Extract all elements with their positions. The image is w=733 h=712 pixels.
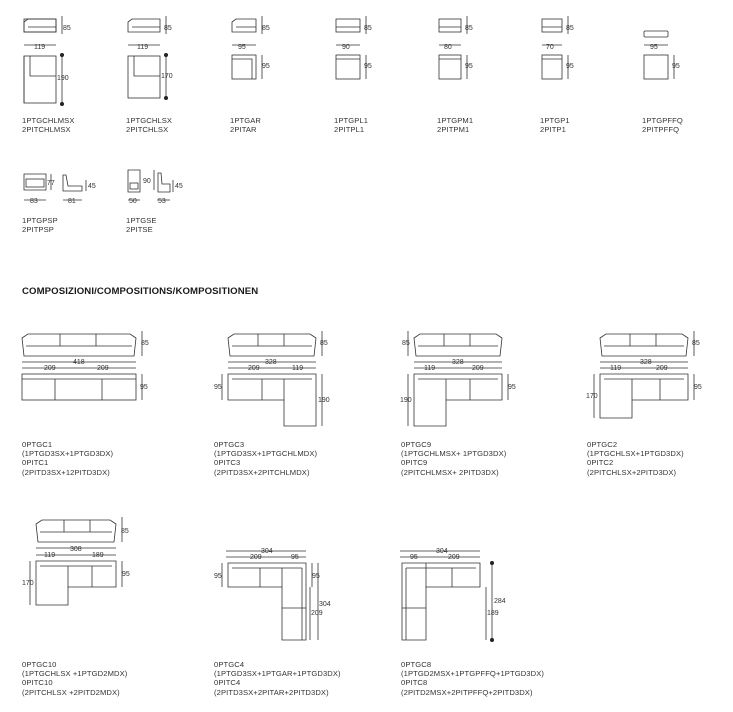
- element-2-drawing: [128, 16, 166, 98]
- dim-c2-190: 190: [318, 397, 330, 404]
- dim-c6-304v: 304: [319, 601, 331, 608]
- dim-c3-209: 209: [472, 365, 484, 372]
- dim-c3-85: 85: [402, 340, 410, 347]
- dim-e1-119: 119: [34, 44, 46, 51]
- dim-c3-95: 95: [508, 384, 516, 391]
- dim-c7-304: 304: [436, 548, 448, 555]
- dim-c1-85: 85: [141, 340, 149, 347]
- dim-c5-170: 170: [22, 580, 34, 587]
- composition-code-1: 0PTGC1 (1PTGD3SX+1PTGD3DX) 0PITC1 (2PITD3SX+12PITD3DX): [22, 440, 114, 477]
- dim-e8-83: 83: [30, 198, 38, 205]
- dim-c4-95: 95: [694, 384, 702, 391]
- dim-c4-209: 209: [656, 365, 668, 372]
- dim-e2-85: 85: [164, 25, 172, 32]
- element-code-2: 1PTGCHLSX 2PITCHLSX: [126, 116, 173, 135]
- dim-e9-45: 45: [175, 183, 183, 190]
- dim-c6-209v: 209: [311, 610, 323, 617]
- dim-e9-90: 90: [143, 178, 151, 185]
- dim-e9-53: 53: [158, 198, 166, 205]
- dim-c1-209a: 209: [44, 365, 56, 372]
- element-code-7: 1PTGPFFQ 2PITPFFQ: [642, 116, 683, 135]
- element-8-drawing: [24, 174, 86, 200]
- dim-e1-190: 190: [57, 75, 69, 82]
- element-7-drawing: [644, 31, 674, 79]
- composition-7-drawing: [400, 551, 492, 640]
- dim-e2-119: 119: [137, 44, 149, 51]
- dim-e8-81: 81: [68, 198, 76, 205]
- dim-e6-70: 70: [546, 44, 554, 51]
- composition-code-5: 0PTGC10 (1PTGCHLSX +1PTGD2MDX) 0PITC10 (2PITCHLSX +2PITD2MDX): [22, 660, 128, 697]
- composition-6-drawing: [222, 551, 318, 640]
- dim-c1-418: 418: [73, 359, 85, 366]
- dim-e5-85: 85: [465, 25, 473, 32]
- dim-c2-85: 85: [320, 340, 328, 347]
- composition-4-drawing: [594, 331, 694, 418]
- element-3-drawing: [232, 16, 262, 79]
- dim-e5-80: 80: [444, 44, 452, 51]
- element-code-6: 1PTGP1 2PITP1: [540, 116, 570, 135]
- composition-code-3: 0PTGC9 (1PTGCHLMSX+ 1PTGD3DX) 0PITC9 (2PITCHLMSX+ 2PITD3DX): [401, 440, 507, 477]
- composition-code-7: 0PTGC8 (1PTGD2MSX+1PTGPFFQ+1PTGD3DX) 0PITC8 (2PITD2MSX+2PITPFFQ+2PITD3DX): [401, 660, 544, 697]
- dim-c5-308: 308: [70, 546, 82, 553]
- element-code-3: 1PTGAR 2PITAR: [230, 116, 261, 135]
- composition-code-2: 0PTGC3 (1PTGD3SX+1PTGCHLMDX) 0PITC3 (2PITD3SX+2PITCHLMDX): [214, 440, 318, 477]
- dim-c3-119: 119: [424, 365, 436, 372]
- composition-2-drawing: [222, 331, 322, 426]
- dim-c2-119: 119: [292, 365, 304, 372]
- dim-c6-95: 95: [291, 554, 299, 561]
- composition-code-6: 0PTGC4 (1PTGD3SX+1PTGAR+1PTGD3DX) 0PITC4 (2PITD3SX+2PITAR+2PITD3DX): [214, 660, 341, 697]
- dim-e3-95: 95: [238, 44, 246, 51]
- dim-c3-328: 328: [452, 359, 464, 366]
- element-9-drawing: [128, 170, 173, 200]
- dim-c5-189: 189: [92, 552, 104, 559]
- dim-c4-119: 119: [610, 365, 622, 372]
- element-1-drawing: [24, 16, 62, 104]
- dim-e4-95: 95: [364, 63, 372, 70]
- dim-e8-77: 77: [47, 180, 55, 187]
- element-4-drawing: [336, 16, 366, 79]
- dim-c7-189: 189: [487, 610, 499, 617]
- dim-c7-284: 284: [494, 598, 506, 605]
- element-code-8: 1PTGPSP 2PITPSP: [22, 216, 58, 235]
- dim-c1-209b: 209: [97, 365, 109, 372]
- dim-e6-95: 95: [566, 63, 574, 70]
- dim-c5-85: 85: [121, 528, 129, 535]
- dim-e3-95b: 95: [262, 63, 270, 70]
- dim-e4-90: 90: [342, 44, 350, 51]
- dim-c6-209: 209: [250, 554, 262, 561]
- dim-e8-45: 45: [88, 183, 96, 190]
- dim-c7-209: 209: [448, 554, 460, 561]
- dim-c5-95: 95: [122, 571, 130, 578]
- dim-e7-95: 95: [650, 44, 658, 51]
- dim-e3-85: 85: [262, 25, 270, 32]
- dim-c4-170: 170: [586, 393, 598, 400]
- compositions-heading: COMPOSIZIONI/COMPOSITIONS/KOMPOSITIONEN: [22, 286, 259, 297]
- composition-code-4: 0PTGC2 (1PTGCHLSX+1PTGD3DX) 0PITC2 (2PITCHLSX+2PITD3DX): [587, 440, 684, 477]
- dim-e4-85: 85: [364, 25, 372, 32]
- dim-e9-50: 50: [129, 198, 137, 205]
- dim-c2-95: 95: [214, 384, 222, 391]
- dim-c3-190: 190: [400, 397, 412, 404]
- element-code-5: 1PTGPM1 2PITPM1: [437, 116, 474, 135]
- dim-e5-95: 95: [465, 63, 473, 70]
- element-code-1: 1PTGCHLMSX 2PITCHLMSX: [22, 116, 75, 135]
- dim-c6-304: 304: [261, 548, 273, 555]
- dim-e2-170: 170: [161, 73, 173, 80]
- dim-c2-328: 328: [265, 359, 277, 366]
- element-code-4: 1PTGPL1 2PITPL1: [334, 116, 369, 135]
- dim-c1-95: 95: [140, 384, 148, 391]
- dim-e6-85: 85: [566, 25, 574, 32]
- dim-c5-119: 119: [44, 552, 56, 559]
- composition-5-drawing: [30, 517, 122, 605]
- dim-c6-95c: 95: [312, 573, 320, 580]
- dim-e1-85: 85: [63, 25, 71, 32]
- composition-3-drawing: [408, 331, 508, 426]
- dim-e7-95b: 95: [672, 63, 680, 70]
- dim-c7-95: 95: [410, 554, 418, 561]
- element-code-9: 1PTGSE 2PITSE: [126, 216, 157, 235]
- dim-c6-95b: 95: [214, 573, 222, 580]
- dim-c4-328: 328: [640, 359, 652, 366]
- dim-c4-85: 85: [692, 340, 700, 347]
- dim-c2-209: 209: [248, 365, 260, 372]
